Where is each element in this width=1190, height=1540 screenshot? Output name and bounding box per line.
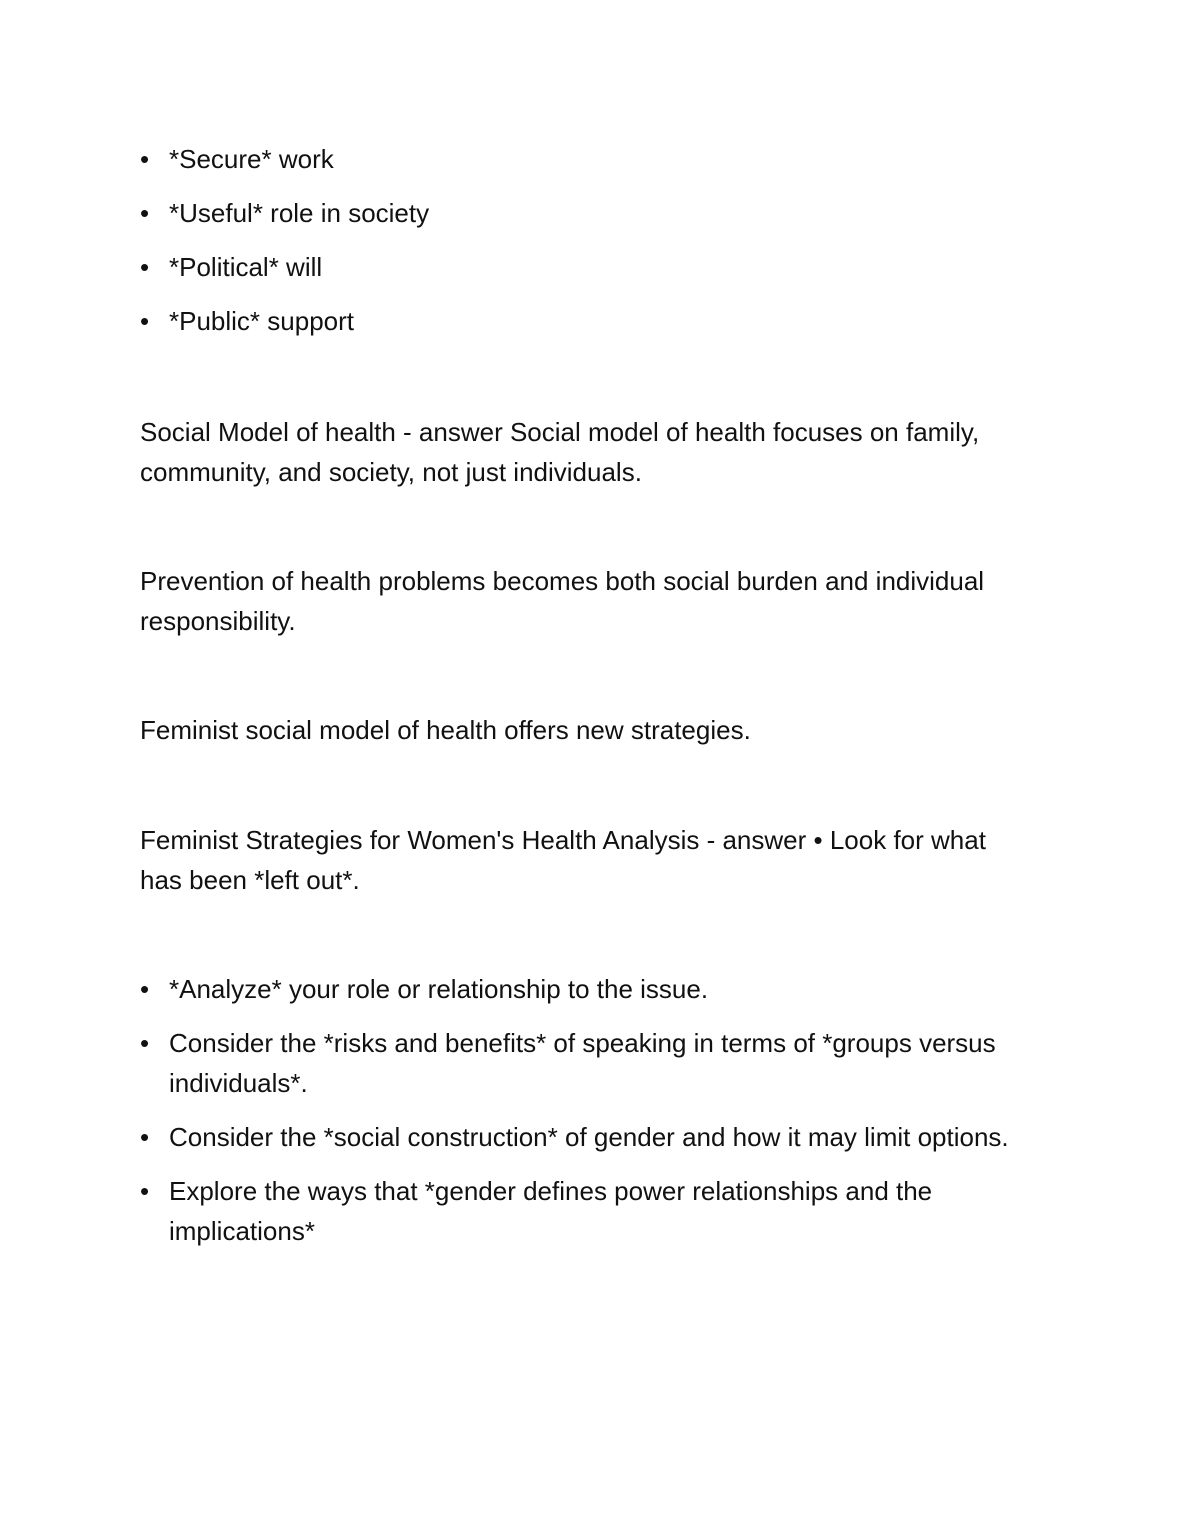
bullet-icon: • (140, 1176, 150, 1206)
list-item (140, 139, 1040, 179)
bullet-icon: • (140, 252, 150, 282)
list-item-text: Consider the *social construction* of gender and how it may limit options. (169, 1122, 1009, 1152)
list-item (140, 1023, 1040, 1103)
bullet-icon: • (140, 1122, 150, 1152)
list-item (140, 1171, 1040, 1251)
list-item-text: *Political* will (169, 252, 323, 282)
list-item-text: Explore the ways that *gender defines power relationships and the implications* (169, 1176, 933, 1246)
bullet-icon: • (140, 306, 150, 336)
paragraph-prevention: Prevention of health problems becomes both social burden and individual responsibility. (140, 566, 985, 636)
paragraph-feminist-model: Feminist social model of health offers new strategies. (140, 715, 751, 745)
list-item (140, 193, 1040, 233)
list-item (140, 247, 1040, 287)
bullet-list-top (140, 139, 1040, 341)
bullet-icon: • (140, 198, 150, 228)
list-item (140, 301, 1040, 341)
list-item-text: *Analyze* your role or relationship to the issue. (169, 974, 709, 1004)
list-item (140, 969, 1040, 1009)
bullet-icon: • (140, 1028, 150, 1058)
bullet-list-bottom (140, 969, 1040, 1251)
paragraph-social-model: Social Model of health - answer Social model of health focuses on family, community, and society, not just individuals. (140, 417, 980, 487)
list-item (140, 1117, 1040, 1157)
list-item-text: Consider the *risks and benefits* of speaking in terms of *groups versus individuals*. (169, 1028, 996, 1098)
list-item-text: *Secure* work (169, 144, 334, 174)
paragraph-feminist-strategies: Feminist Strategies for Women's Health Analysis - answer • Look for what has been *left out*. (140, 825, 986, 895)
list-item-text: *Useful* role in society (169, 198, 430, 228)
bullet-icon: • (140, 974, 150, 1004)
list-item-text: *Public* support (169, 306, 354, 336)
bullet-icon: • (140, 144, 150, 174)
